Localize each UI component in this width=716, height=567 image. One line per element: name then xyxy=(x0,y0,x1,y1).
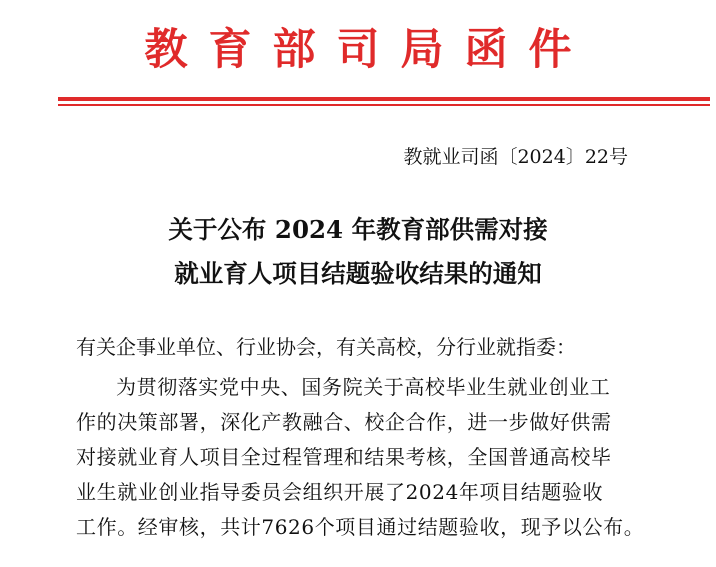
notice-title xyxy=(0,208,716,296)
body-paragraph xyxy=(76,370,666,545)
body-line: 业生就业创业指导委员会组织开展了2024年项目结题验收 xyxy=(76,480,604,504)
body-line: 为贯彻落实党中央、国务院关于高校毕业生就业创业工 xyxy=(116,375,611,399)
body-line: 对接就业育人项目全过程管理和结果考核，全国普通高校毕 xyxy=(76,445,612,469)
letterhead-thick-rule xyxy=(58,97,710,101)
letterhead-title: 教育部司局函件 xyxy=(144,25,593,75)
body-line: 工作。经审核，共计7626个项目通过结题验收，现予以公布。 xyxy=(76,515,645,539)
addressee: 有关企事业单位、行业协会，有关高校，分行业就指委： xyxy=(76,335,576,359)
notice-title-line-2: 就业育人项目结题验收结果的通知 xyxy=(174,259,542,288)
notice-title-line-1: 关于公布 2024 年教育部供需对接 xyxy=(168,215,548,244)
letterhead-thin-rule xyxy=(58,104,710,106)
body-line: 作的决策部署，深化产教融合、校企合作，进一步做好供需 xyxy=(76,410,612,434)
document-number: 教就业司函〔2024〕22号 xyxy=(403,146,628,168)
